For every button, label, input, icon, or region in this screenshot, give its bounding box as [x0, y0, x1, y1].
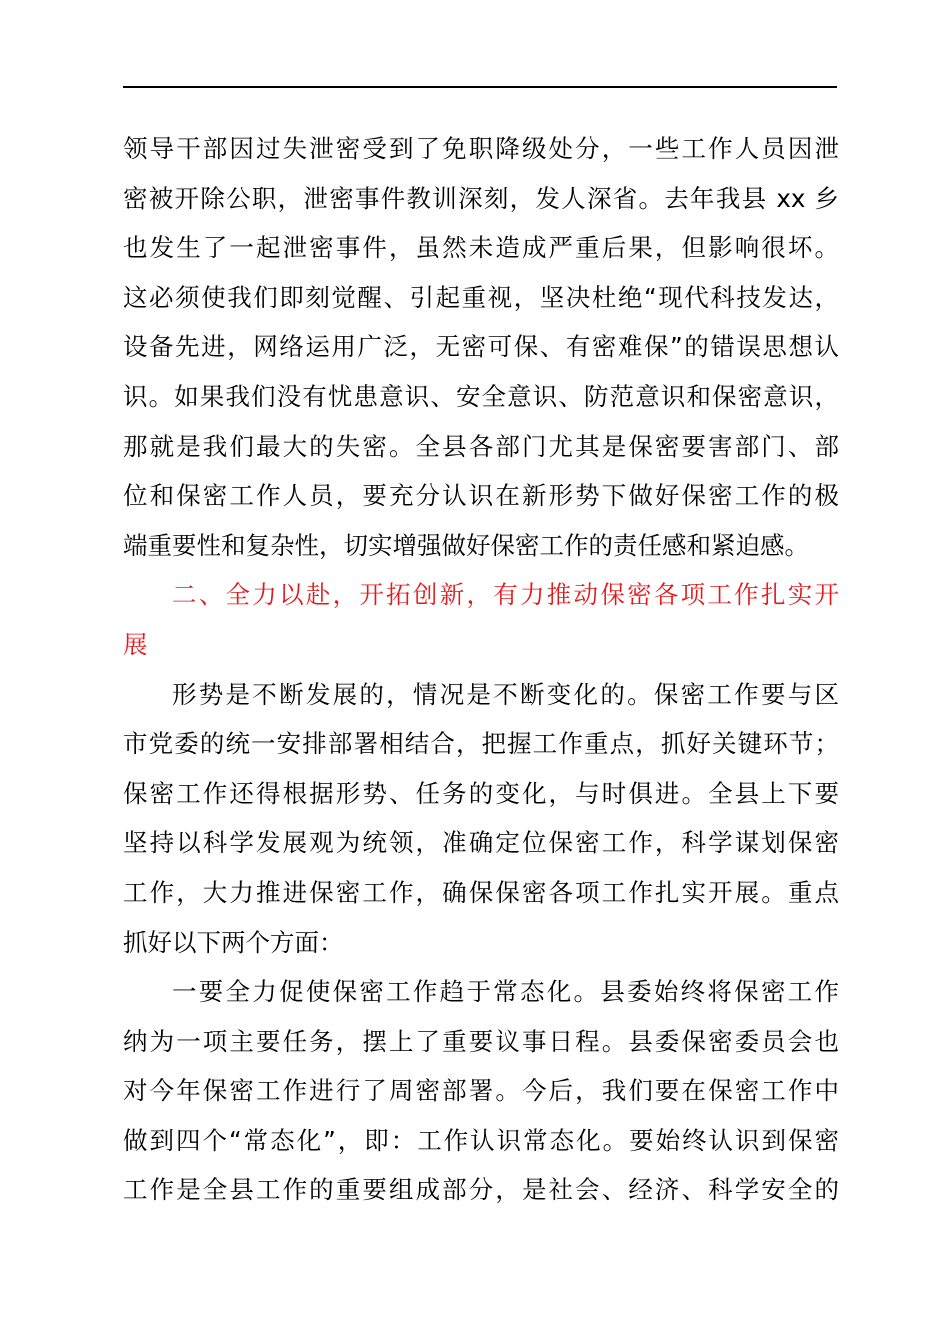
text-line: 坚持以科学发展观为统领，准确定位保密工作，科学谋划保密 [123, 828, 839, 858]
text-line: 那就是我们最大的失密。全县各部门尤其是保密要害部门、部 [123, 431, 839, 461]
text-line: 保密工作还得根据形势、任务的变化，与时俱进。全县上下要 [123, 778, 839, 808]
section-heading [123, 570, 839, 669]
heading-line: 二、全力以赴，开拓创新，有力推动保密各项工作扎实开 [172, 580, 839, 610]
text-line: 工作，大力推进保密工作，确保保密各项工作扎实开展。重点 [123, 877, 839, 907]
text-line: 形势是不断发展的，情况是不断变化的。保密工作要与区 [172, 679, 839, 709]
text-line: 识。如果我们没有忧患意识、安全意识、防范意识和保密意识， [123, 381, 839, 411]
text-line: 市党委的统一安排部署相结合，把握工作重点，抓好关键环节； [123, 729, 839, 759]
text-line: 一要全力促使保密工作趋于常态化。县委始终将保密工作 [172, 977, 839, 1007]
text-line: 纳为一项主要任务，摆上了重要议事日程。县委保密委员会也 [123, 1026, 839, 1056]
text-line: 领导干部因过失泄密受到了免职降级处分，一些工作人员因泄 [123, 134, 839, 163]
body-paragraph [123, 124, 839, 570]
body-paragraph [123, 967, 839, 1215]
text-line: 这必须使我们即刻觉醒、引起重视，坚决杜绝“现代科技发达， [123, 282, 839, 312]
text-line: 也发生了一起泄密事件，虽然未造成严重后果，但影响很坏。 [123, 233, 839, 263]
header-rule [123, 86, 837, 88]
text-line: 密被开除公职，泄密事件教训深刻，发人深省。去年我县 xx 乡 [123, 183, 839, 213]
text-line: 抓好以下两个方面： [123, 927, 344, 957]
text-line: 位和保密工作人员，要充分认识在新形势下做好保密工作的极 [123, 481, 839, 511]
text-line: 做到四个“常态化”，即：工作认识常态化。要始终认识到保密 [123, 1125, 839, 1155]
text-line: 对今年保密工作进行了周密部署。今后，我们要在保密工作中 [123, 1076, 839, 1106]
text-line: 端重要性和复杂性，切实增强做好保密工作的责任感和紧迫感。 [123, 530, 809, 560]
heading-line: 展 [123, 629, 148, 659]
text-line: 工作是全县工作的重要组成部分，是社会、经济、科学安全的 [123, 1175, 839, 1205]
body-paragraph [123, 670, 839, 968]
document-body [123, 124, 839, 1215]
text-line: 设备先进，网络运用广泛，无密可保、有密难保”的错误思想认 [123, 332, 839, 362]
